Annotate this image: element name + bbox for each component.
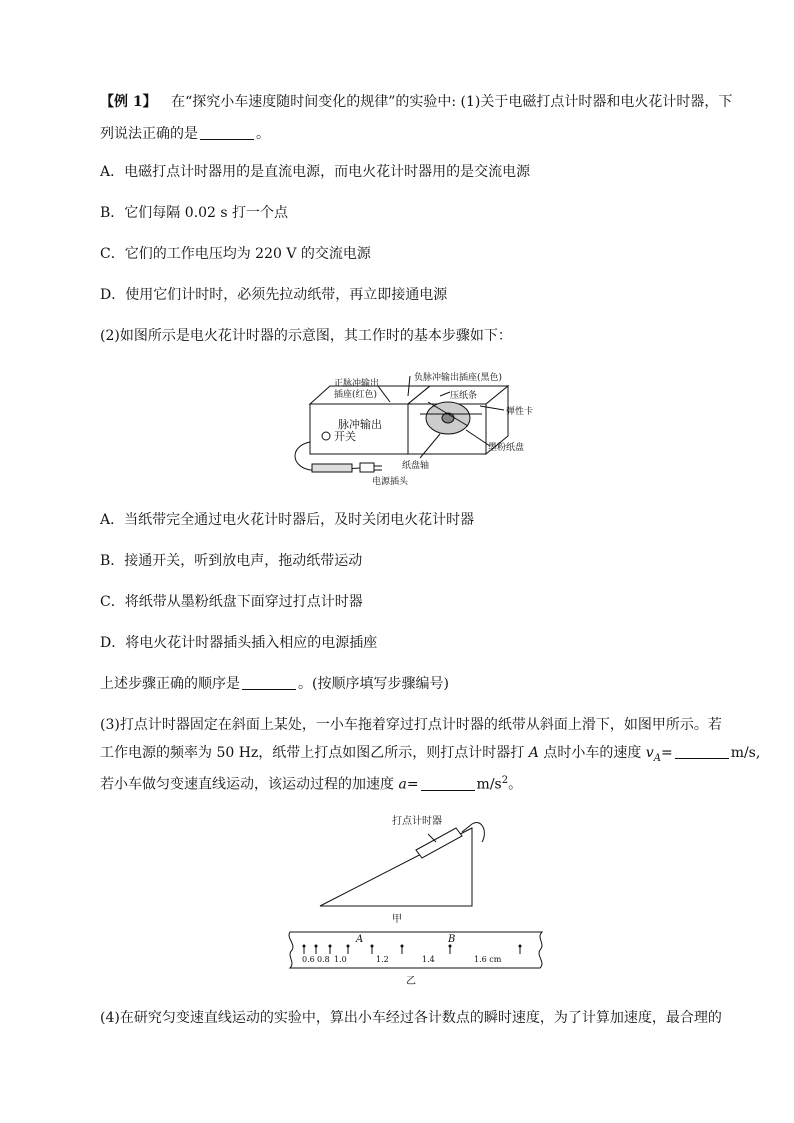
tape-seg-1: 0.6 — [302, 955, 315, 964]
label-power-plug: 电源插头 — [372, 477, 409, 487]
option-2a: A．当纸带完全通过电火花计时器后，及时关闭电火花计时器 — [100, 512, 475, 528]
label-timer: 打点计时器 — [392, 816, 442, 827]
option-1a: A．电磁打点计时器用的是直流电源，而电火花计时器用的是交流电源 — [100, 164, 531, 180]
answer-blank-2[interactable] — [242, 675, 296, 690]
tape-seg-6: 1.6 cm — [474, 955, 502, 964]
question-1-prompt: 列说法正确的是 — [100, 126, 198, 142]
question-3-line-1: (3)打点计时器固定在斜面上某处，一小车拖着穿过打点计时器的纸带从斜面上滑下，如图甲所示。若 — [100, 717, 722, 733]
label-negative-output: 负脉冲输出插座(黑色) — [414, 373, 503, 383]
tape-seg-5: 1.4 — [422, 955, 435, 964]
question-2-prompt: 上述步骤正确的顺序是 — [100, 676, 240, 692]
answer-blank-1[interactable] — [200, 125, 254, 140]
question-1-text: 在“探究小车速度随时间变化的规律”的实验中: (1)关于电磁打点计时器和电火花计时器，下 — [171, 94, 733, 110]
label-press-strip: 压纸条 — [450, 391, 478, 401]
velocity-symbol: v — [645, 745, 654, 761]
velocity-subscript: A — [653, 752, 661, 764]
tape-label-a: A — [356, 934, 364, 945]
q3-text-mid: 点时小车的速度 — [543, 745, 642, 761]
question-1-line-2 — [100, 124, 730, 144]
cord-coil — [312, 464, 352, 472]
punct-2: 。 — [508, 776, 523, 793]
punct: 。 — [256, 126, 270, 142]
question-1-line-1 — [100, 92, 733, 112]
option-2b: B．接通开关，听到放电声，拖动纸带运动 — [100, 553, 363, 569]
label-positive-output: 正脉冲输出 — [334, 379, 380, 389]
option-2d: D．将电火花计时器插头插入相应的电源插座 — [100, 635, 378, 651]
question-4-line-1: (4)在研究匀变速直线运动的实验中，算出小车经过各计数点的瞬时速度，为了计算加速度，最合理的 — [100, 1010, 722, 1026]
label-disk-axis: 纸盘轴 — [402, 461, 430, 471]
point-a: A — [528, 745, 539, 761]
q3-accel-text: 若小车做匀变速直线运动，该运动过程的加速度 — [100, 776, 394, 793]
caption-yi: 乙 — [406, 976, 416, 987]
spark-timer-figure — [290, 366, 534, 488]
option-1b: B．它们每隔 0.02 s 打一个点 — [100, 205, 288, 221]
label-spring-clip: 弹性卡 — [506, 407, 534, 417]
question-2-intro: (2)如图所示是电火花计时器的示意图，其工作时的基本步骤如下： — [100, 328, 512, 344]
velocity-unit: m/s, — [730, 745, 761, 761]
tape-end — [472, 823, 484, 842]
incline-figure — [280, 808, 550, 988]
equals: = — [660, 745, 673, 761]
question-2-note: 。(按顺序填写步骤编号) — [298, 676, 449, 692]
label-pulse-output: 脉冲输出 — [338, 418, 382, 431]
accel-symbol: a — [398, 776, 407, 793]
caption-jia: 甲 — [392, 914, 402, 925]
q3-text: 工作电源的频率为 50 Hz，纸带上打点如图乙所示，则打点计时器打 — [100, 745, 525, 761]
option-1c: C．它们的工作电压均为 220 V 的交流电源 — [100, 246, 371, 262]
option-1d: D．使用它们计时时，必须先拉动纸带，再立即接通电源 — [100, 287, 448, 303]
tape-seg-2: 0.8 — [317, 955, 330, 964]
tape-seg-4: 1.2 — [376, 955, 389, 964]
plug-icon — [360, 463, 374, 472]
question-3-line-3 — [100, 771, 730, 795]
label-switch: 开关 — [334, 430, 356, 443]
example-label: 【例 1】 — [100, 94, 157, 110]
tape-seg-3: 1.0 — [334, 955, 347, 964]
answer-blank-accel[interactable] — [421, 776, 475, 791]
tape-label-b: B — [448, 934, 456, 945]
equals-2: = — [406, 776, 419, 793]
option-2c: C．将纸带从墨粉纸盘下面穿过打点计时器 — [100, 594, 363, 610]
label-ink-disk: 墨粉纸盘 — [488, 443, 525, 453]
question-2-answer — [100, 674, 730, 694]
question-3-line-2 — [100, 743, 761, 769]
label-positive-socket: 插座(红色) — [334, 390, 378, 400]
accel-unit: m/s — [476, 776, 502, 793]
answer-blank-velocity[interactable] — [675, 744, 729, 759]
accel-unit-sup: 2 — [501, 775, 509, 786]
